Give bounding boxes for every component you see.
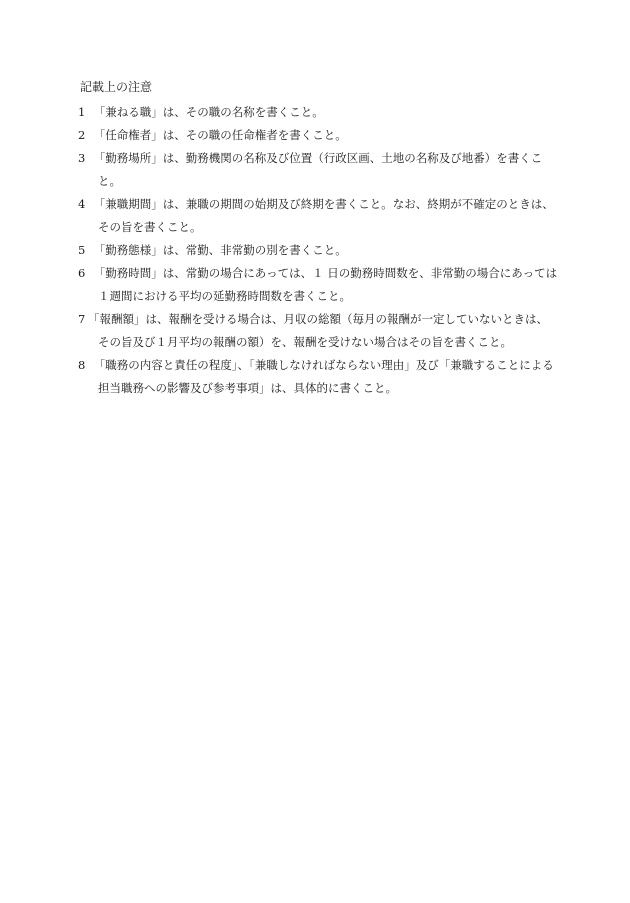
note-text: 「任命権者」は、その職の任命権者を書くこと。 [88,128,347,142]
note-item [78,354,558,400]
note-item [78,308,558,354]
note-text: 「報酬額」は、報酬を受ける場合は、月収の総額（毎月の報酬が一定していないときは、その旨及び１月平均の報酬の額）を、報酬を受けない場合はその旨を書くこと。 [88,312,548,349]
notes-list [78,101,558,400]
notes-heading: 記載上の注意 [80,80,153,94]
note-number: 3 [78,151,86,165]
note-text: 「職務の内容と責任の程度」、「兼職しなければならない理由」及び「兼職することによる担当職務への影響及び参考事項」は、具体的に書くこと。 [88,358,554,395]
note-number: 2 [78,128,86,142]
note-number: 6 [78,266,86,280]
note-number: 1 [78,105,86,119]
note-text: 「勤務場所」は、勤務機関の名称及び位置（行政区画、土地の名称及び地番）を書くこと。 [88,151,543,188]
note-item [78,124,558,147]
note-text: 「兼ねる職」は、その職の名称を書くこと。 [88,105,324,119]
note-number: 8 [78,358,86,372]
note-item [78,239,558,262]
note-item [78,193,558,239]
note-text: 「勤務時間」は、常勤の場合にあっては、１ 日の勤務時間数を、非常勤の場合にあっては１週間における平均の延勤務時間数を書くこと。 [88,266,558,303]
note-number: 7 [78,312,86,326]
note-number: 4 [78,197,86,211]
note-item [78,147,558,193]
note-item [78,101,558,124]
note-text: 「兼職期間」は、兼職の期間の始期及び終期を書くこと。なお、終期が不確定のときは、その旨を書くこと。 [88,197,554,234]
note-text: 「勤務態様」は、常勤、非常勤の別を書くこと。 [88,243,347,257]
note-item [78,262,558,308]
note-number: 5 [78,243,86,257]
